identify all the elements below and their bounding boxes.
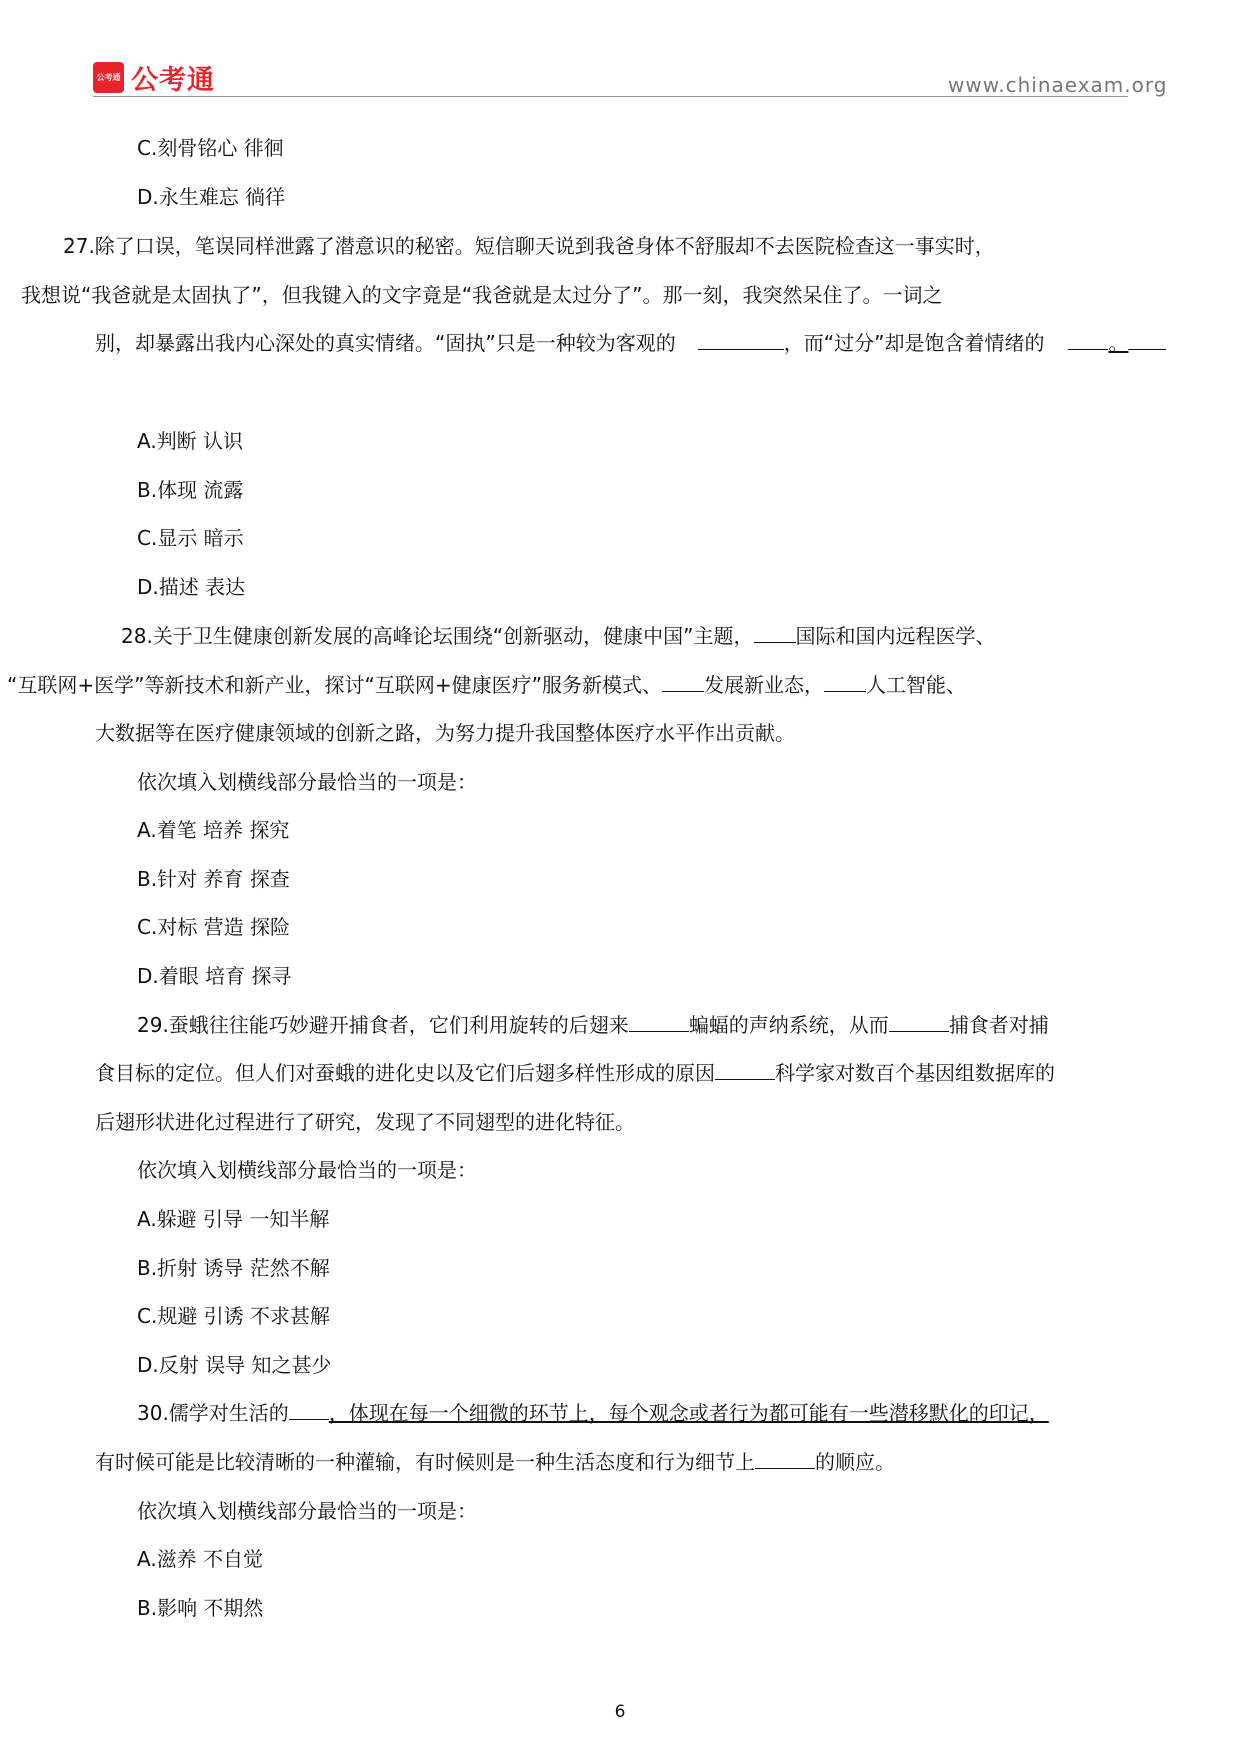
option-item: C.对标 营造 探险 bbox=[137, 915, 291, 939]
option-item: B.影响 不期然 bbox=[137, 1596, 264, 1620]
text-segment: 科学家对数百个基因组数据库的 bbox=[775, 1061, 1055, 1085]
text-segment: 。 bbox=[1108, 331, 1129, 355]
question-29-line-2 bbox=[95, 1060, 1055, 1086]
fill-blank bbox=[1128, 331, 1166, 350]
fill-blank bbox=[662, 673, 704, 692]
option-item: C.显示 暗示 bbox=[137, 526, 244, 550]
text-segment: ，体现在每一个细微的环节上，每个观念或者行为都可能有一些潜移默化的印记， bbox=[328, 1401, 1049, 1425]
fill-blank bbox=[755, 1450, 815, 1469]
text-segment: 有时候可能是比较清晰的一种灌输，有时候则是一种生活态度和行为细节上 bbox=[95, 1450, 755, 1474]
option-item: A.躲避 引导 一知半解 bbox=[137, 1207, 330, 1231]
text-segment: 的顺应。 bbox=[815, 1450, 895, 1474]
text-segment: 别，却暴露出我内心深处的真实情绪。“固执”只是一种较为客观的 bbox=[95, 331, 676, 355]
text-segment: 发展新业态， bbox=[703, 673, 824, 697]
option-item: D.反射 误导 知之甚少 bbox=[137, 1353, 332, 1377]
option-item: A.滋养 不自觉 bbox=[137, 1547, 264, 1571]
question-28-line-3: 大数据等在医疗健康领域的创新之路，为努力提升我国整体医疗水平作出贡献。 bbox=[95, 721, 795, 745]
fill-blank bbox=[715, 1061, 775, 1080]
question-30-line-1 bbox=[137, 1400, 1049, 1426]
question-29-line-3: 后翅形状进化过程进行了研究，发现了不同翅型的进化特征。 bbox=[95, 1110, 635, 1134]
text-segment: 蝙蝠的声纳系统，从而 bbox=[688, 1013, 889, 1037]
logo-text: 公考通 bbox=[131, 65, 215, 96]
option-item: A.着笔 培养 探究 bbox=[137, 818, 290, 842]
question-29-line-1 bbox=[137, 1012, 1049, 1038]
site-url: www.chinaexam.org bbox=[948, 73, 1168, 97]
text-segment: ，而“过分”却是饱含着情绪的 bbox=[783, 331, 1045, 355]
page-header bbox=[0, 0, 1240, 110]
fill-blank bbox=[889, 1013, 949, 1032]
page-number: 6 bbox=[614, 1702, 626, 1722]
header-divider bbox=[93, 96, 1128, 97]
question-27-line-1: 27.除了口误，笔误同样泄露了潜意识的秘密。短信聊天说到我爸身体不舒服却不去医院检查这一事实时， bbox=[63, 234, 995, 258]
text-segment: 食目标的定位。但人们对蚕蛾的进化史以及它们后翅多样性形成的原因 bbox=[95, 1061, 715, 1085]
question-30-line-2 bbox=[95, 1449, 895, 1475]
text-segment: 人工智能、 bbox=[865, 673, 966, 697]
question-27-line-3 bbox=[95, 330, 1166, 356]
option-item: D.永生难忘 徜徉 bbox=[137, 185, 286, 209]
fill-blank bbox=[289, 1401, 329, 1420]
logo bbox=[93, 58, 215, 97]
option-item: B.折射 诱导 茫然不解 bbox=[137, 1256, 330, 1280]
question-prompt: 依次填入划横线部分最恰当的一项是： bbox=[137, 1158, 477, 1182]
option-item: A.判断 认识 bbox=[137, 429, 244, 453]
fill-blank bbox=[754, 624, 796, 643]
question-28-line-2 bbox=[7, 672, 966, 698]
question-28-line-1 bbox=[121, 623, 996, 649]
option-item: B.体现 流露 bbox=[137, 478, 244, 502]
text-segment: 国际和国内远程医学、 bbox=[795, 624, 996, 648]
option-item: D.着眼 培育 探寻 bbox=[137, 964, 292, 988]
option-item: C.规避 引诱 不求甚解 bbox=[137, 1304, 331, 1328]
text-segment: 28.关于卫生健康创新发展的高峰论坛围绕“创新驱动，健康中国”主题， bbox=[121, 624, 754, 648]
option-item: C.刻骨铭心 徘徊 bbox=[137, 136, 284, 160]
fill-blank bbox=[824, 673, 866, 692]
option-item: B.针对 养育 探查 bbox=[137, 867, 290, 891]
logo-icon: 公考通 bbox=[93, 62, 124, 93]
text-segment: 30.儒学对生活的 bbox=[137, 1401, 289, 1425]
fill-blank bbox=[629, 1013, 689, 1032]
question-27-line-2: 我想说“我爸就是太固执了”，但我键入的文字竟是“我爸就是太过分了”。那一刻，我突然呆住了。一词之 bbox=[21, 283, 943, 307]
option-item: D.描述 表达 bbox=[137, 575, 246, 599]
text-segment: 捕食者对捕 bbox=[948, 1013, 1049, 1037]
fill-blank bbox=[698, 331, 784, 350]
text-segment: “互联网+医学”等新技术和新产业，探讨“互联网+健康医疗”服务新模式、 bbox=[7, 673, 662, 697]
text-segment: 29.蚕蛾往往能巧妙避开捕食者，它们利用旋转的后翅来 bbox=[137, 1013, 629, 1037]
question-prompt: 依次填入划横线部分最恰当的一项是： bbox=[137, 770, 477, 794]
question-prompt: 依次填入划横线部分最恰当的一项是： bbox=[137, 1499, 477, 1523]
fill-blank bbox=[1068, 331, 1108, 350]
